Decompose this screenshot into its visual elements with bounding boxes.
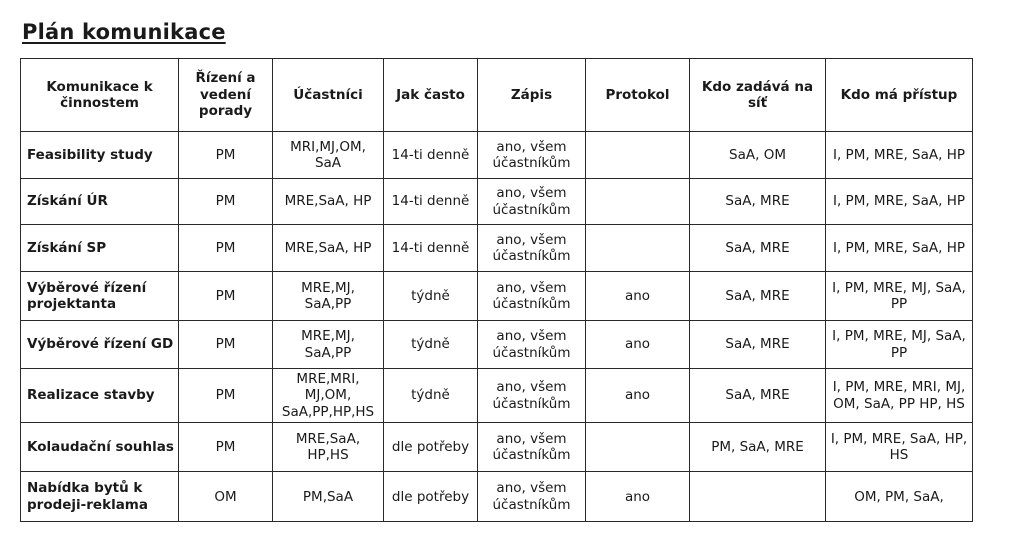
cell-minutes: ano, všem účastníkům bbox=[478, 472, 586, 522]
header-participants: Účastníci bbox=[273, 59, 384, 132]
cell-participants: MRE,MJ, SaA,PP bbox=[273, 321, 384, 369]
header-frequency: Jak často bbox=[384, 59, 478, 132]
cell-frequency: týdně bbox=[384, 272, 478, 321]
cell-frequency: dle potřeby bbox=[384, 423, 478, 472]
cell-minutes: ano, všem účastníkům bbox=[478, 132, 586, 179]
header-uploader: Kdo zadává na síť bbox=[690, 59, 826, 132]
cell-frequency: týdně bbox=[384, 369, 478, 423]
header-protocol: Protokol bbox=[586, 59, 690, 132]
cell-access: I, PM, MRE, MJ, SaA, PP bbox=[826, 321, 973, 369]
cell-participants: MRE,SaA, HP,HS bbox=[273, 423, 384, 472]
table-row bbox=[21, 179, 973, 225]
table-row bbox=[21, 423, 973, 472]
cell-activity: Realizace stavby bbox=[21, 369, 179, 423]
communication-plan-table bbox=[20, 58, 973, 522]
cell-uploader: SaA, MRE bbox=[690, 321, 826, 369]
table-row bbox=[21, 472, 973, 522]
cell-uploader: SaA, MRE bbox=[690, 179, 826, 225]
cell-frequency: 14-ti denně bbox=[384, 179, 478, 225]
cell-meeting-lead: PM bbox=[179, 179, 273, 225]
cell-minutes: ano, všem účastníkům bbox=[478, 369, 586, 423]
cell-meeting-lead: OM bbox=[179, 472, 273, 522]
cell-access: I, PM, MRE, SaA, HP bbox=[826, 132, 973, 179]
header-activity: Komunikace k činnostem bbox=[21, 59, 179, 132]
cell-frequency: dle potřeby bbox=[384, 472, 478, 522]
cell-minutes: ano, všem účastníkům bbox=[478, 321, 586, 369]
cell-participants: MRE,MJ, SaA,PP bbox=[273, 272, 384, 321]
table-row bbox=[21, 321, 973, 369]
cell-participants: MRI,MJ,OM, SaA bbox=[273, 132, 384, 179]
cell-meeting-lead: PM bbox=[179, 132, 273, 179]
cell-access: OM, PM, SaA, bbox=[826, 472, 973, 522]
cell-minutes: ano, všem účastníkům bbox=[478, 272, 586, 321]
table-row bbox=[21, 132, 973, 179]
cell-activity: Nabídka bytů k prodeji-reklama bbox=[21, 472, 179, 522]
cell-protocol: ano bbox=[586, 369, 690, 423]
cell-meeting-lead: PM bbox=[179, 423, 273, 472]
table-row bbox=[21, 369, 973, 423]
cell-uploader: SaA, MRE bbox=[690, 369, 826, 423]
cell-uploader: SaA, MRE bbox=[690, 225, 826, 272]
cell-frequency: 14-ti denně bbox=[384, 225, 478, 272]
cell-participants: MRE,SaA, HP bbox=[273, 179, 384, 225]
header-access: Kdo má přístup bbox=[826, 59, 973, 132]
cell-protocol bbox=[586, 225, 690, 272]
cell-meeting-lead: PM bbox=[179, 225, 273, 272]
cell-protocol bbox=[586, 423, 690, 472]
cell-participants: MRE,MRI, MJ,OM, SaA,PP,HP,HS bbox=[273, 369, 384, 423]
header-minutes: Zápis bbox=[478, 59, 586, 132]
table-row bbox=[21, 225, 973, 272]
cell-protocol: ano bbox=[586, 321, 690, 369]
cell-participants: PM,SaA bbox=[273, 472, 384, 522]
cell-meeting-lead: PM bbox=[179, 369, 273, 423]
cell-access: I, PM, MRE, SaA, HP bbox=[826, 225, 973, 272]
cell-access: I, PM, MRE, SaA, HP bbox=[826, 179, 973, 225]
cell-protocol bbox=[586, 179, 690, 225]
cell-frequency: 14-ti denně bbox=[384, 132, 478, 179]
cell-activity: Kolaudační souhlas bbox=[21, 423, 179, 472]
cell-frequency: týdně bbox=[384, 321, 478, 369]
cell-access: I, PM, MRE, MRI, MJ, OM, SaA, PP HP, HS bbox=[826, 369, 973, 423]
cell-activity: Získání ÚR bbox=[21, 179, 179, 225]
cell-protocol: ano bbox=[586, 272, 690, 321]
cell-minutes: ano, všem účastníkům bbox=[478, 225, 586, 272]
cell-meeting-lead: PM bbox=[179, 321, 273, 369]
cell-uploader: SaA, MRE bbox=[690, 272, 826, 321]
cell-access: I, PM, MRE, MJ, SaA, PP bbox=[826, 272, 973, 321]
cell-activity: Výběrové řízení projektanta bbox=[21, 272, 179, 321]
cell-uploader: SaA, OM bbox=[690, 132, 826, 179]
cell-meeting-lead: PM bbox=[179, 272, 273, 321]
cell-activity: Výběrové řízení GD bbox=[21, 321, 179, 369]
cell-protocol: ano bbox=[586, 472, 690, 522]
cell-protocol bbox=[586, 132, 690, 179]
cell-minutes: ano, všem účastníkům bbox=[478, 423, 586, 472]
header-row bbox=[21, 59, 973, 132]
cell-activity: Získání SP bbox=[21, 225, 179, 272]
header-meeting-lead: Řízení a vedení porady bbox=[179, 59, 273, 132]
cell-activity: Feasibility study bbox=[21, 132, 179, 179]
cell-minutes: ano, všem účastníkům bbox=[478, 179, 586, 225]
cell-participants: MRE,SaA, HP bbox=[273, 225, 384, 272]
cell-access: I, PM, MRE, SaA, HP, HS bbox=[826, 423, 973, 472]
cell-uploader bbox=[690, 472, 826, 522]
cell-uploader: PM, SaA, MRE bbox=[690, 423, 826, 472]
table-row bbox=[21, 272, 973, 321]
document-title: Plán komunikace bbox=[22, 20, 226, 44]
